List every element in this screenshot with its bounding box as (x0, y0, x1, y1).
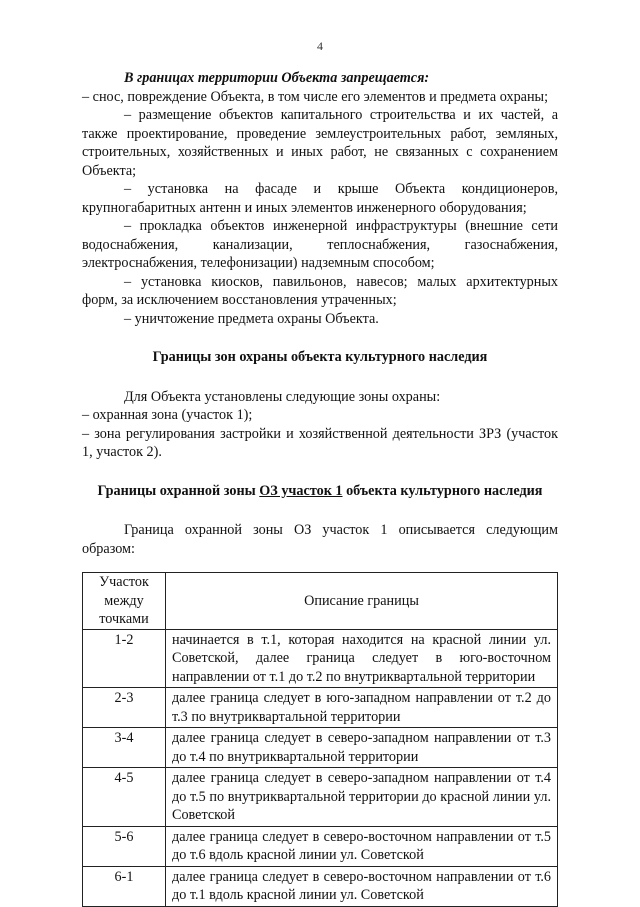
table-row (83, 768, 558, 827)
segment-cell: 1-2 (83, 629, 166, 688)
prohibition-item-5: – установка киосков, павильонов, навесов; малых архитектурных форм, за исключением восстановления утраченных; (82, 273, 558, 308)
description-cell: начинается в т.1, которая находится на красной линии ул. Советской, далее граница следует в юго-восточном направлении от т.1 до т.2 по внутриквартальной территории (166, 629, 558, 688)
description-cell: далее граница следует в северо-восточном направлении от т.6 до т.1 вдоль красной линии ул. Советской (166, 866, 558, 906)
prohibition-item-6: – уничтожение предмета охраны Объекта. (124, 310, 379, 327)
segment-cell: 5-6 (83, 826, 166, 866)
description-cell: далее граница следует в юго-западном направлении от т.2 до т.3 по внутриквартальной территории (166, 688, 558, 728)
table-row (83, 688, 558, 728)
description-cell: далее граница следует в северо-западном направлении от т.4 до т.5 по внутриквартальной территории до красной линии ул. Советской (166, 768, 558, 827)
boundary-heading-part-1: Границы охранной зоны (97, 482, 260, 499)
table-row (83, 728, 558, 768)
segment-cell: 2-3 (83, 688, 166, 728)
zones-heading: Границы зон охраны объекта культурного наследия (152, 349, 488, 365)
table-row (83, 826, 558, 866)
zone-item-1: – охранная зона (участок 1); (82, 407, 253, 423)
zones-intro: Для Объекта установлены следующие зоны охраны: (124, 388, 441, 405)
prohibition-item-3: – установка на фасаде и крыше Объекта кондиционеров, крупногабаритных антенн и иных элементов инженерного оборудования; (82, 181, 558, 216)
prohibition-item-2: – размещение объектов капитального строительства и их частей, а также проектирование, проведение землеустроительных работ, земляных, строительных, хозяйственных и иных работ, не связанных с сохранением Объекта; (82, 107, 558, 179)
table-row (83, 629, 558, 688)
document-body (82, 69, 558, 907)
description-cell: далее граница следует в северо-восточном направлении от т.5 до т.6 вдоль красной линии ул. Советской (166, 826, 558, 866)
page-number: 4 (317, 39, 323, 53)
segment-cell: 3-4 (83, 728, 166, 768)
prohibition-item-1: – снос, повреждение Объекта, в том числе его элементов и предмета охраны; (82, 88, 549, 105)
table-header-row (83, 573, 558, 630)
segment-cell: 6-1 (83, 866, 166, 906)
col-header-segment: Участок между точками (83, 573, 166, 630)
boundary-table (82, 572, 558, 907)
prohibition-item-4: – прокладка объектов инженерной инфраструктуры (внешние сети водоснабжения, канализации, теплоснабжения, газоснабжения, электроснабжения, телефонизации) надземным способом; (82, 218, 558, 271)
segment-cell: 4-5 (83, 768, 166, 827)
description-cell: далее граница следует в северо-западном направлении от т.3 до т.4 по внутриквартальной территории (166, 728, 558, 768)
boundary-intro: Граница охранной зоны ОЗ участок 1 описывается следующим образом: (82, 522, 558, 557)
zone-item-2: – зона регулирования застройки и хозяйственной деятельности ЗРЗ (участок 1, участок 2). (82, 425, 558, 460)
prohibitions-title: В границах территории Объекта запрещается: (124, 70, 430, 86)
col-header-description: Описание границы (166, 573, 558, 630)
table-row (83, 866, 558, 906)
boundary-heading-underlined: ОЗ участок 1 (259, 482, 343, 499)
boundary-heading-part-2: объекта культурного наследия (342, 482, 543, 499)
boundary-heading (82, 482, 558, 501)
